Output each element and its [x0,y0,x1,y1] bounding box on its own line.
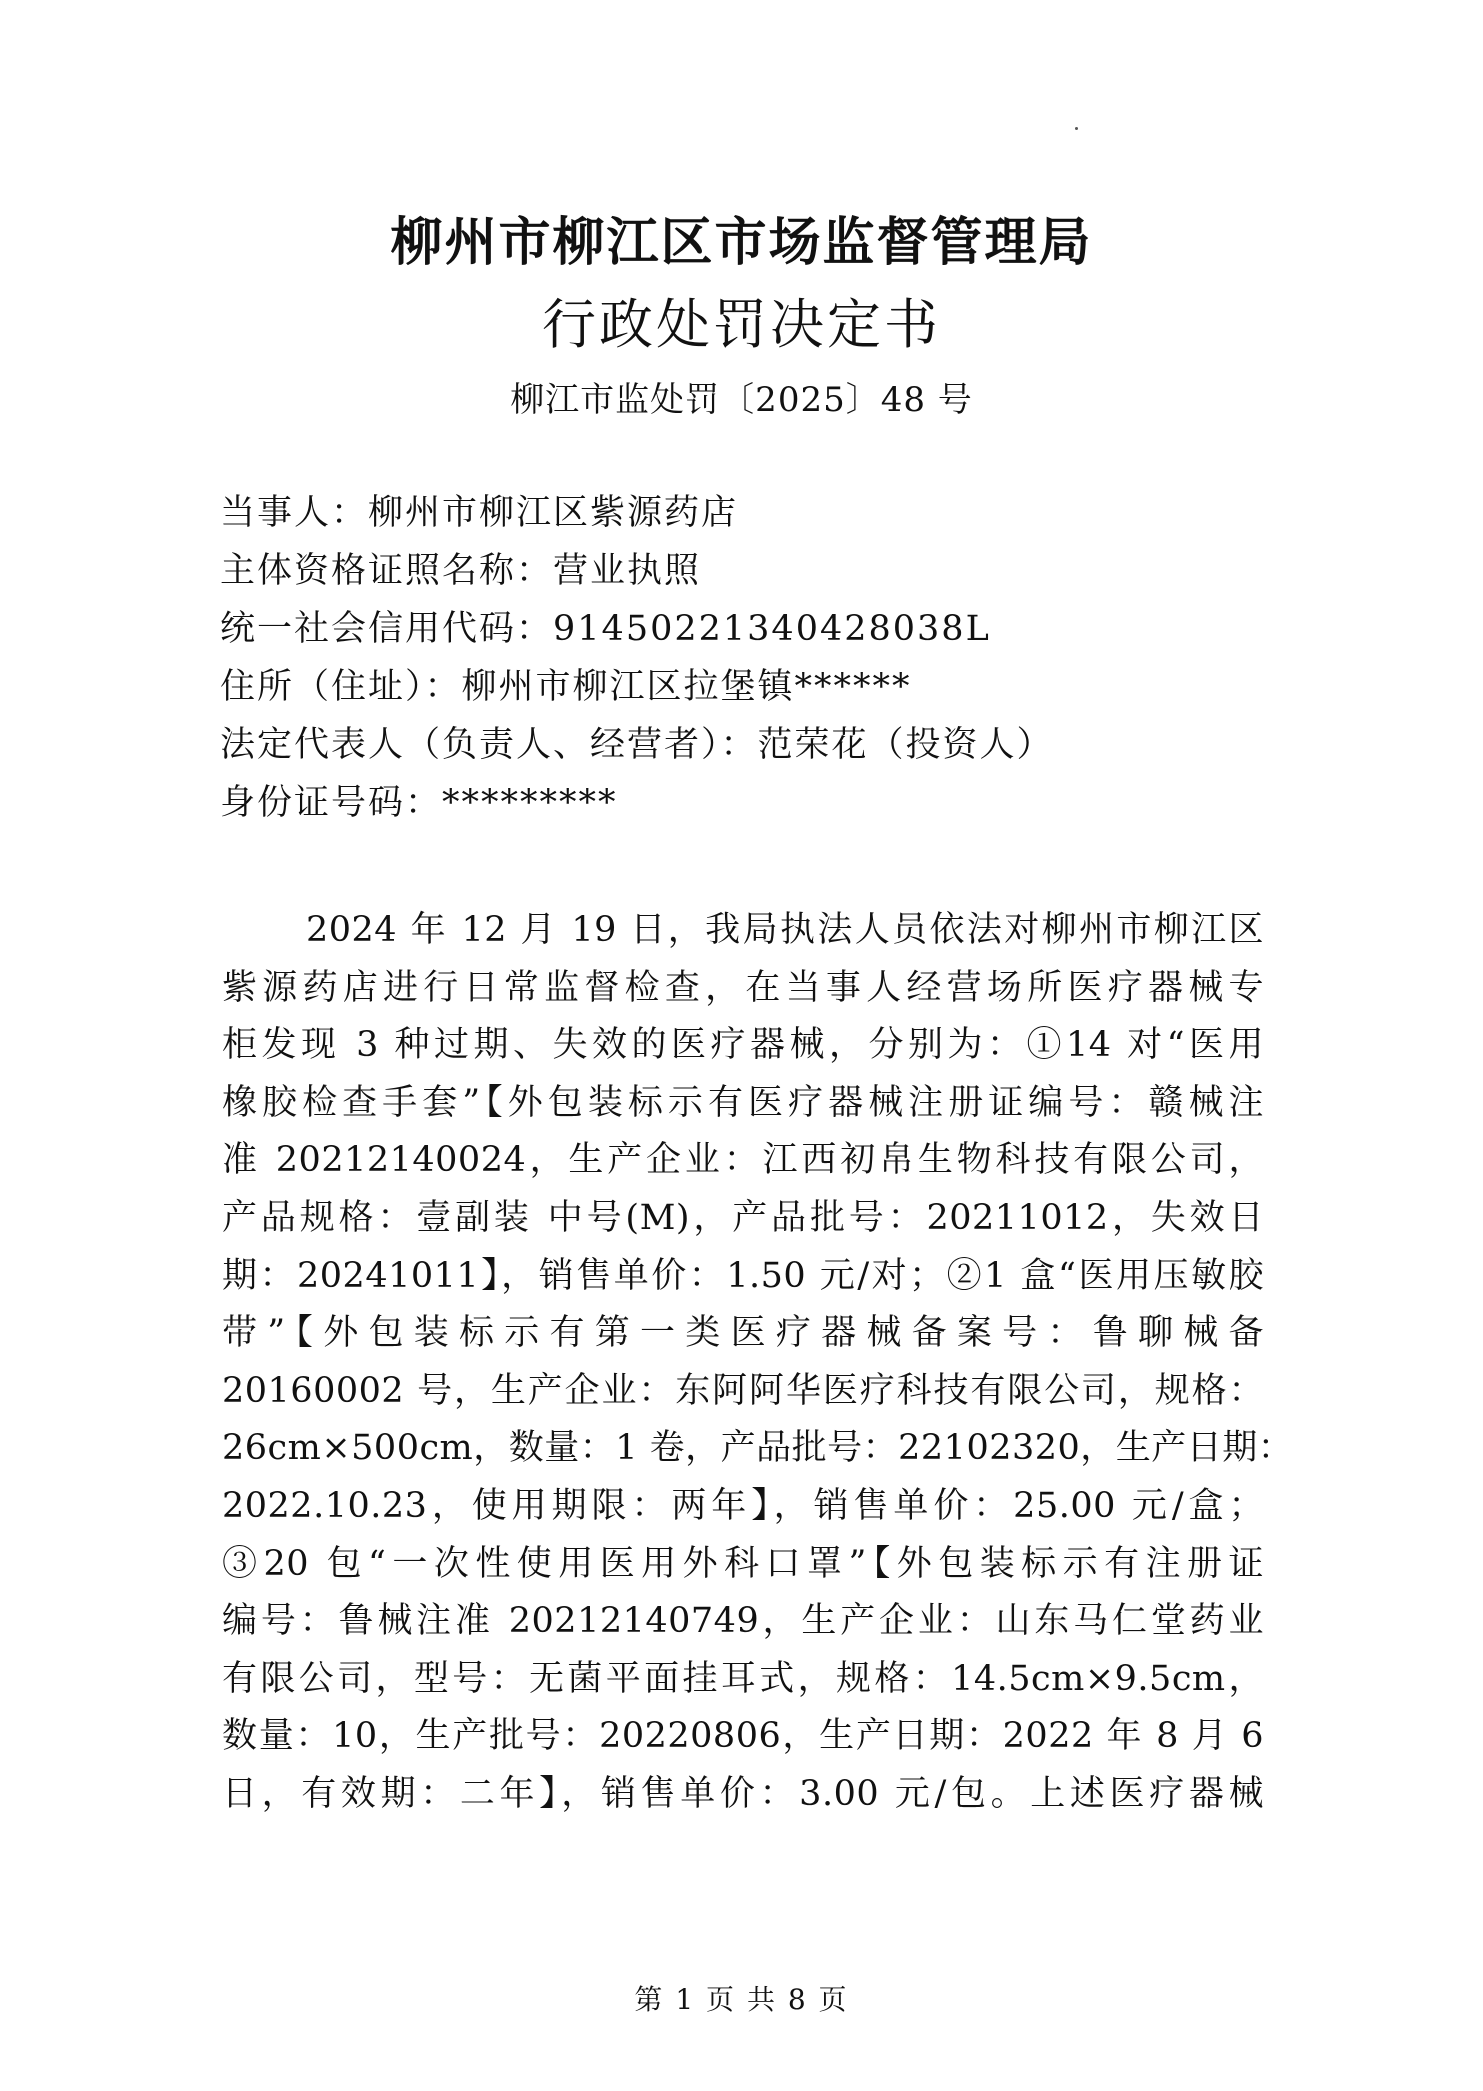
license-type-label: 主体资格证照名称： [220,551,554,591]
case-facts-paragraph [222,902,1294,1824]
party-name-row [220,484,1300,542]
document-title: 行政处罚决定书 [542,293,941,356]
body-line: 编号：鲁械注准 20212140749，生产企业：山东马仁堂药业 [222,1601,1264,1642]
party-name-value: 柳州市柳江区紫源药店 [368,493,739,533]
body-line: 产品规格：壹副装 中号(M)，产品批号：20211012，失效日 [222,1197,1264,1238]
address-row [220,658,1300,716]
agency-title: 柳州市柳江区市场监督管理局 [390,213,1093,273]
id-number-label: 身份证号码： [220,783,443,823]
body-line: 柜发现 3 种过期、失效的医疗器械，分别为：①14 对“医用 [222,1025,1264,1066]
address-value: 柳州市柳江区拉堡镇****** [461,667,912,707]
legal-rep-row [220,716,1300,774]
credit-code-row [220,600,1300,658]
body-line: 准 20212140024，生产企业：江西初帛生物科技有限公司， [222,1140,1264,1181]
page-indicator: 第 1 页 共 8 页 [634,1983,849,2016]
body-line: ③20 包“一次性使用医用外科口罩”【外包装标示有注册证 [222,1543,1264,1584]
license-type-row [220,542,1300,600]
body-line: 2024 年 12 月 19 日，我局执法人员依法对柳州市柳江区 [306,910,1264,950]
body-line: 带”【外包装标示有第一类医疗器械备案号：鲁聊械备 [222,1313,1264,1354]
scan-speck [1075,127,1078,130]
body-line: 橡胶检查手套”【外包装标示有医疗器械注册证编号：赣械注 [222,1082,1264,1123]
body-line: 26cm×500cm，数量：1 卷，产品批号：22102320，生产日期： [222,1428,1294,1469]
credit-code-label: 统一社会信用代码： [220,609,554,649]
id-number-value: ********* [442,783,618,823]
body-line: 期：20241011】，销售单价：1.50 元/对；②1 盒“医用压敏胶 [222,1255,1264,1296]
credit-code-value: 91450221340428038L [553,609,991,649]
body-line: 紫源药店进行日常监督检查，在当事人经营场所医疗器械专 [222,967,1264,1008]
party-info [220,484,1300,832]
document-number: 柳江市监处罚〔2025〕48 号 [510,380,973,420]
address-label: 住所（住址）： [220,667,462,707]
body-line: 日，有效期：二年】，销售单价：3.00 元/包。上述医疗器械 [222,1773,1264,1814]
legal-rep-value: 范荣花（投资人） [757,725,1054,765]
body-line: 有限公司，型号：无菌平面挂耳式，规格：14.5cm×9.5cm， [222,1658,1264,1699]
id-number-row [220,774,1300,832]
license-type-value: 营业执照 [553,551,702,591]
body-line: 数量：10，生产批号：20220806，生产日期：2022 年 8 月 6 [222,1716,1264,1757]
body-line: 20160002 号，生产企业：东阿阿华医疗科技有限公司，规格： [222,1370,1264,1411]
legal-rep-label: 法定代表人（负责人、经营者）： [220,725,758,765]
party-name-label: 当事人： [220,493,369,533]
body-line: 2022.10.23，使用期限：两年】，销售单价：25.00 元/盒； [222,1485,1264,1526]
